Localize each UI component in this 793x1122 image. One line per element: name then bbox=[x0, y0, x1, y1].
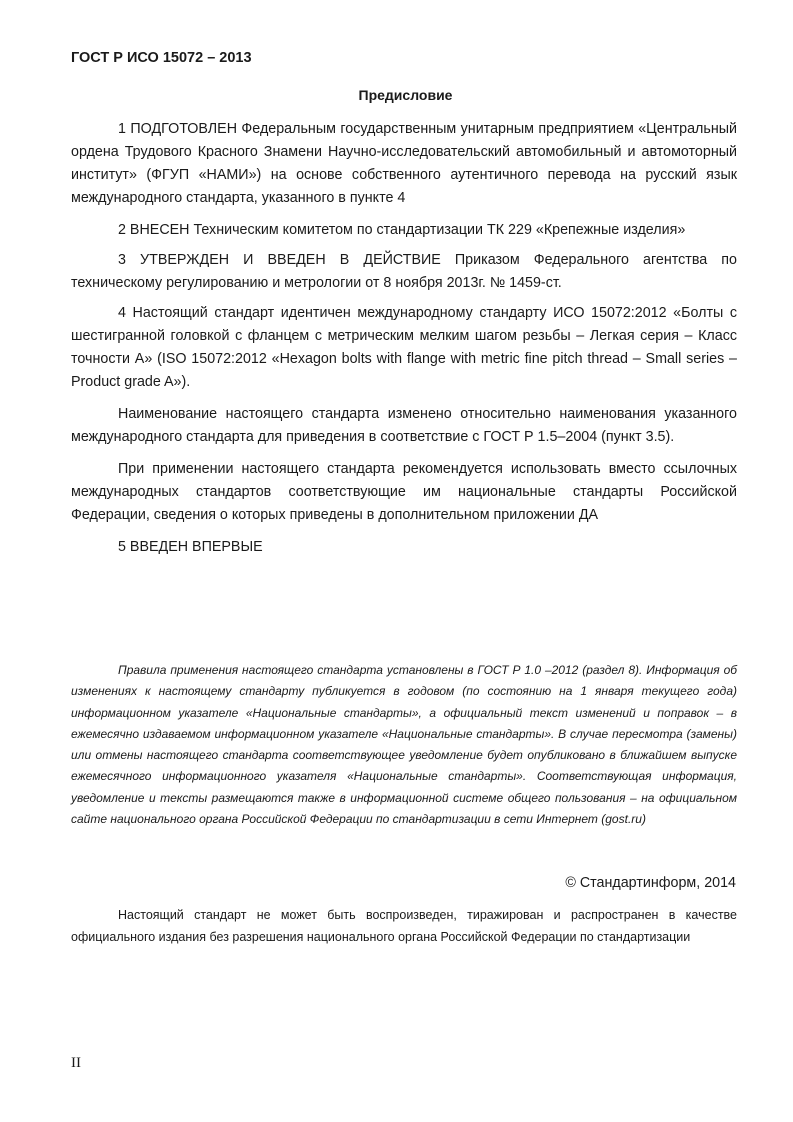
rights-text: Настоящий стандарт не может быть воспроизведен, тиражирован и распространен в качестве официального издания без разрешения национального органа Российской Федерации по стандартизации bbox=[71, 908, 737, 944]
standard-designation: ГОСТ Р ИСО 15072 – 2013 bbox=[71, 50, 252, 66]
paragraph-references: При применении настоящего стандарта рекомендуется использовать вместо ссылочных международных стандартов соответствующие им национальные стандарты Российской Федерации, сведения о которых приведены в дополнительном приложении ДА bbox=[71, 461, 737, 523]
paragraph-first-introduced: 5 ВВЕДЕН ВПЕРВЫЕ bbox=[118, 539, 263, 555]
paragraph-prepared: 1 ПОДГОТОВЛЕН Федеральным государственным унитарным предприятием «Центральный ордена Трудового Красного Знамени Научно-исследовательский автомобильный и автомоторный институт» (ФГУП «НАМИ») на основе собственного аутентичного перевода на русский язык международного стандарта, указанного в пункте 4 bbox=[71, 121, 737, 206]
page-number: II bbox=[71, 1055, 81, 1071]
paragraph-identical: 4 Настоящий стандарт идентичен международному стандарту ИСО 15072:2012 «Болты с шестигранной головкой с фланцем с метрическим мелким шагом резьбы – Легкая серия – Класс точности А» (ISO 15072:2012 «Hexagon bolts with flange with metric fine pitch thread – Small series – Product grade A»). bbox=[71, 305, 737, 390]
application-rules-note bbox=[71, 660, 737, 830]
section-title: Предисловие bbox=[358, 87, 453, 103]
foreword-body bbox=[71, 118, 737, 559]
paragraph-introduced: 2 ВНЕСЕН Техническим комитетом по стандартизации ТК 229 «Крепежные изделия» bbox=[118, 222, 686, 238]
paragraph-approved: 3 УТВЕРЖДЕН И ВВЕДЕН В ДЕЙСТВИЕ Приказом Федерального агентства по техническому регулированию и метрологии от 8 ноября 2013г. № 1459-ст. bbox=[71, 252, 737, 291]
reproduction-notice bbox=[71, 904, 737, 948]
note-text: Правила применения настоящего стандарта установлены в ГОСТ Р 1.0 –2012 (раздел 8). Информация об изменениях к настоящему стандарту публикуется в годовом (по состоянию на 1 января текущего года) информационном указателе «Национальные стандарты», а официальный текст изменений и поправок – в ежемесячно издаваемом информационном указателе «Национальные стандарты». В случае пересмотра (замены) или отмены настоящего стандарта соответствующее уведомление будет опубликовано в ближайшем выпуске ежемесячного информационного указателя «Национальные стандарты». Соответствующая информация, уведомление и тексты размещаются также в информационной системе общего пользования – на официальном сайте национального органа Российской Федерации по стандартизации в сети Интернет (gost.ru) bbox=[71, 663, 737, 827]
paragraph-name-change: Наименование настоящего стандарта изменено относительно наименования указанного международного стандарта для приведения в соответствие с ГОСТ Р 1.5–2004 (пункт 3.5). bbox=[71, 406, 737, 445]
copyright-line: © Стандартинформ, 2014 bbox=[565, 875, 736, 891]
